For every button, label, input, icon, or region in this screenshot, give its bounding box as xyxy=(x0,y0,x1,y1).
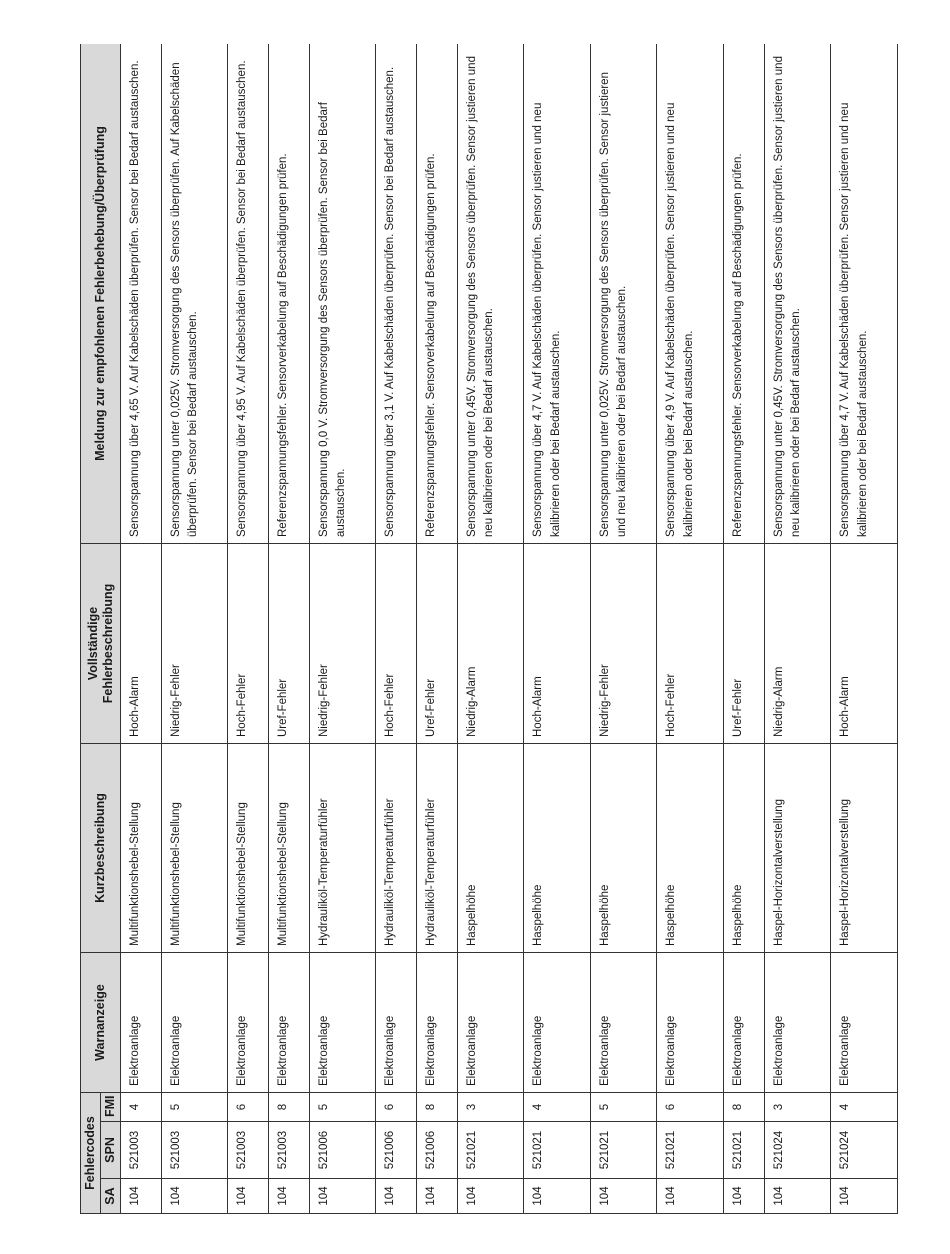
cell-meldung: Sensorspannung über 4,95 V. Auf Kabelschäden überprüfen. Sensor bei Bedarf austauschen. xyxy=(228,44,269,544)
cell-spn: 521021 xyxy=(524,1122,591,1179)
cell-sa: 104 xyxy=(376,1179,417,1214)
cell-kurzbeschreibung: Hydrauliköl-Temperaturfühler xyxy=(376,744,417,953)
cell-kurzbeschreibung: Hydrauliköl-Temperaturfühler xyxy=(417,744,458,953)
cell-kurzbeschreibung: Haspelhöhe xyxy=(657,744,724,953)
header-sa: SA xyxy=(101,1179,121,1214)
table-row xyxy=(161,44,228,1214)
cell-meldung: Sensorspannung 0,0 V. Stromversorgung des Sensors überprüfen. Sensor bei Bedarf austauschen. xyxy=(309,44,376,544)
header-kurzbeschreibung: Kurzbeschreibung xyxy=(81,744,121,953)
cell-kurzbeschreibung: Multifunktionshebel-Stellung xyxy=(228,744,269,953)
page xyxy=(80,44,898,1214)
cell-meldung: Sensorspannung über 3,1 V. Auf Kabelschäden überprüfen. Sensor bei Bedarf austauschen. xyxy=(376,44,417,544)
table-row xyxy=(724,44,765,1214)
cell-vollstaendige-fehlerbeschreibung: Niedrig-Alarm xyxy=(764,544,831,744)
cell-sa: 104 xyxy=(724,1179,765,1214)
cell-sa: 104 xyxy=(831,1179,898,1214)
cell-warnanzeige: Elektroanlage xyxy=(831,953,898,1093)
cell-spn: 521006 xyxy=(376,1122,417,1179)
header-spn: SPN xyxy=(101,1122,121,1179)
cell-kurzbeschreibung: Multifunktionshebel-Stellung xyxy=(161,744,228,953)
cell-meldung: Sensorspannung über 4,65 V. Auf Kabelschäden überprüfen. Sensor bei Bedarf austauschen. xyxy=(121,44,162,544)
cell-sa: 104 xyxy=(764,1179,831,1214)
fault-code-table xyxy=(80,44,898,1214)
cell-warnanzeige: Elektroanlage xyxy=(417,953,458,1093)
table-body xyxy=(121,44,898,1214)
cell-meldung: Sensorspannung unter 0,025V. Stromversorgung des Sensors überprüfen. Sensor justieren und neu kalibrieren oder bei Bedarf austauschen. xyxy=(590,44,657,544)
cell-vollstaendige-fehlerbeschreibung: Uref-Fehler xyxy=(269,544,310,744)
cell-kurzbeschreibung: Haspelhöhe xyxy=(590,744,657,953)
cell-warnanzeige: Elektroanlage xyxy=(524,953,591,1093)
cell-vollstaendige-fehlerbeschreibung: Niedrig-Alarm xyxy=(457,544,524,744)
cell-warnanzeige: Elektroanlage xyxy=(269,953,310,1093)
cell-sa: 104 xyxy=(590,1179,657,1214)
cell-fmi: 4 xyxy=(831,1093,898,1122)
cell-meldung: Sensorspannung unter 0,45V. Stromversorgung des Sensors überprüfen. Sensor justieren und neu kalibrieren oder bei Bedarf austauschen. xyxy=(764,44,831,544)
table-row xyxy=(831,44,898,1214)
cell-warnanzeige: Elektroanlage xyxy=(376,953,417,1093)
table-row xyxy=(590,44,657,1214)
cell-sa: 104 xyxy=(657,1179,724,1214)
cell-vollstaendige-fehlerbeschreibung: Uref-Fehler xyxy=(724,544,765,744)
cell-spn: 521021 xyxy=(590,1122,657,1179)
cell-spn: 521006 xyxy=(309,1122,376,1179)
cell-vollstaendige-fehlerbeschreibung: Hoch-Fehler xyxy=(657,544,724,744)
table-row xyxy=(228,44,269,1214)
cell-fmi: 6 xyxy=(376,1093,417,1122)
cell-warnanzeige: Elektroanlage xyxy=(121,953,162,1093)
cell-fmi: 5 xyxy=(309,1093,376,1122)
cell-vollstaendige-fehlerbeschreibung: Hoch-Alarm xyxy=(831,544,898,744)
cell-vollstaendige-fehlerbeschreibung: Hoch-Fehler xyxy=(376,544,417,744)
cell-meldung: Referenzspannungsfehler. Sensorverkabelung auf Beschädigungen prüfen. xyxy=(417,44,458,544)
cell-warnanzeige: Elektroanlage xyxy=(590,953,657,1093)
cell-sa: 104 xyxy=(457,1179,524,1214)
cell-sa: 104 xyxy=(161,1179,228,1214)
cell-meldung: Sensorspannung unter 0,45V. Stromversorgung des Sensors überprüfen. Sensor justieren und neu kalibrieren oder bei Bedarf austauschen. xyxy=(457,44,524,544)
table-row xyxy=(376,44,417,1214)
header-meldung: Meldung zur empfohlenen Fehlerbehebung/Überprüfung xyxy=(81,44,121,544)
table-row xyxy=(269,44,310,1214)
cell-fmi: 4 xyxy=(121,1093,162,1122)
table-row xyxy=(457,44,524,1214)
cell-meldung: Sensorspannung über 4,7 V. Auf Kabelschäden überprüfen. Sensor justieren und neu kalibrieren oder bei Bedarf austauschen. xyxy=(524,44,591,544)
cell-sa: 104 xyxy=(309,1179,376,1214)
cell-vollstaendige-fehlerbeschreibung: Uref-Fehler xyxy=(417,544,458,744)
cell-fmi: 3 xyxy=(457,1093,524,1122)
table-row xyxy=(309,44,376,1214)
cell-fmi: 5 xyxy=(590,1093,657,1122)
cell-spn: 521003 xyxy=(161,1122,228,1179)
cell-kurzbeschreibung: Hydrauliköl-Temperaturfühler xyxy=(309,744,376,953)
cell-sa: 104 xyxy=(228,1179,269,1214)
cell-fmi: 6 xyxy=(228,1093,269,1122)
cell-fmi: 8 xyxy=(269,1093,310,1122)
table-row xyxy=(121,44,162,1214)
cell-vollstaendige-fehlerbeschreibung: Niedrig-Fehler xyxy=(309,544,376,744)
cell-warnanzeige: Elektroanlage xyxy=(457,953,524,1093)
cell-kurzbeschreibung: Haspelhöhe xyxy=(457,744,524,953)
cell-vollstaendige-fehlerbeschreibung: Niedrig-Fehler xyxy=(161,544,228,744)
cell-meldung: Sensorspannung über 4,7 V. Auf Kabelschäden überprüfen. Sensor justieren und neu kalibrieren oder bei Bedarf austauschen. xyxy=(831,44,898,544)
cell-fmi: 5 xyxy=(161,1093,228,1122)
cell-fmi: 6 xyxy=(657,1093,724,1122)
cell-vollstaendige-fehlerbeschreibung: Hoch-Fehler xyxy=(228,544,269,744)
cell-spn: 521024 xyxy=(831,1122,898,1179)
cell-fmi: 8 xyxy=(724,1093,765,1122)
cell-kurzbeschreibung: Multifunktionshebel-Stellung xyxy=(121,744,162,953)
cell-kurzbeschreibung: Haspelhöhe xyxy=(524,744,591,953)
table-row xyxy=(524,44,591,1214)
cell-kurzbeschreibung: Haspel-Horizontalverstellung xyxy=(831,744,898,953)
cell-vollstaendige-fehlerbeschreibung: Hoch-Alarm xyxy=(121,544,162,744)
cell-vollstaendige-fehlerbeschreibung: Hoch-Alarm xyxy=(524,544,591,744)
cell-fmi: 4 xyxy=(524,1093,591,1122)
cell-warnanzeige: Elektroanlage xyxy=(724,953,765,1093)
cell-sa: 104 xyxy=(269,1179,310,1214)
cell-meldung: Referenzspannungsfehler. Sensorverkabelung auf Beschädigungen prüfen. xyxy=(269,44,310,544)
cell-kurzbeschreibung: Multifunktionshebel-Stellung xyxy=(269,744,310,953)
cell-warnanzeige: Elektroanlage xyxy=(309,953,376,1093)
cell-meldung: Sensorspannung über 4,9 V. Auf Kabelschäden überprüfen. Sensor justieren und neu kalibrieren oder bei Bedarf austauschen. xyxy=(657,44,724,544)
cell-kurzbeschreibung: Haspel-Horizontalverstellung xyxy=(764,744,831,953)
cell-warnanzeige: Elektroanlage xyxy=(228,953,269,1093)
cell-warnanzeige: Elektroanlage xyxy=(657,953,724,1093)
header-vollstaendige-fehlerbeschreibung: Vollständige Fehlerbeschreibung xyxy=(81,544,121,744)
cell-spn: 521006 xyxy=(417,1122,458,1179)
cell-fmi: 8 xyxy=(417,1093,458,1122)
cell-kurzbeschreibung: Haspelhöhe xyxy=(724,744,765,953)
table-row xyxy=(764,44,831,1214)
rotated-table-container xyxy=(80,44,898,1214)
cell-spn: 521003 xyxy=(269,1122,310,1179)
cell-sa: 104 xyxy=(121,1179,162,1214)
cell-warnanzeige: Elektroanlage xyxy=(161,953,228,1093)
cell-meldung: Sensorspannung unter 0,025V. Stromversorgung des Sensors überprüfen. Auf Kabelschäden überprüfen. Sensor bei Bedarf austauschen. xyxy=(161,44,228,544)
cell-warnanzeige: Elektroanlage xyxy=(764,953,831,1093)
cell-vollstaendige-fehlerbeschreibung: Niedrig-Fehler xyxy=(590,544,657,744)
cell-spn: 521021 xyxy=(724,1122,765,1179)
cell-spn: 521021 xyxy=(457,1122,524,1179)
cell-spn: 521021 xyxy=(657,1122,724,1179)
header-fehlercodes: Fehlercodes xyxy=(81,1093,101,1214)
header-warnanzeige: Warnanzeige xyxy=(81,953,121,1093)
cell-spn: 521003 xyxy=(121,1122,162,1179)
cell-sa: 104 xyxy=(417,1179,458,1214)
table-row xyxy=(417,44,458,1214)
cell-meldung: Referenzspannungsfehler. Sensorverkabelung auf Beschädigungen prüfen. xyxy=(724,44,765,544)
cell-fmi: 3 xyxy=(764,1093,831,1122)
header-fmi: FMI xyxy=(101,1093,121,1122)
table-header xyxy=(81,44,121,1214)
cell-spn: 521003 xyxy=(228,1122,269,1179)
cell-sa: 104 xyxy=(524,1179,591,1214)
cell-spn: 521024 xyxy=(764,1122,831,1179)
table-row xyxy=(657,44,724,1214)
